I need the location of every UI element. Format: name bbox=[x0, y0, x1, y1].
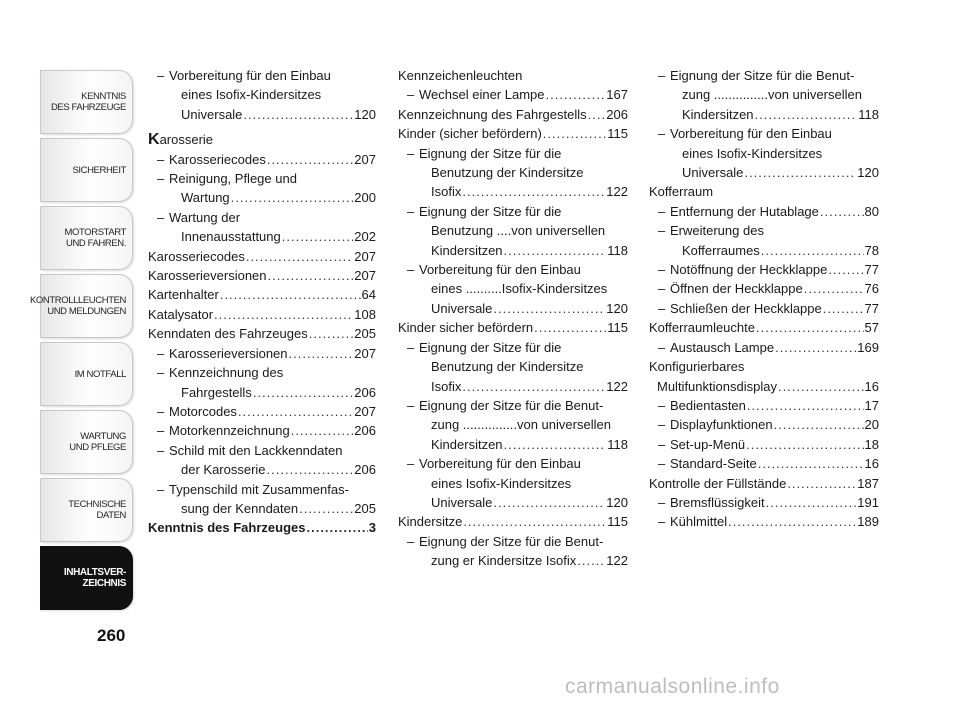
page-ref[interactable]: 77 bbox=[864, 262, 879, 278]
page-ref[interactable]: 206 bbox=[354, 462, 376, 478]
page-ref[interactable]: 122 bbox=[606, 553, 628, 569]
page-ref[interactable]: 202 bbox=[354, 229, 376, 245]
index-entry bbox=[148, 247, 376, 266]
page-ref[interactable]: 207 bbox=[354, 268, 376, 284]
index-column-1 bbox=[148, 66, 376, 538]
entry-text: Erweiterung des bbox=[670, 223, 764, 239]
entry-dash: – bbox=[407, 339, 415, 355]
entry-text: Kindersitzen bbox=[431, 242, 503, 258]
page-ref[interactable]: 115 bbox=[607, 514, 628, 530]
entry-text: Benutzung der Kindersitze bbox=[431, 359, 584, 375]
leader-dots bbox=[778, 377, 864, 396]
index-entry bbox=[649, 279, 879, 298]
leader-dots bbox=[758, 454, 864, 473]
page-ref[interactable]: 120 bbox=[606, 300, 628, 316]
index-entry bbox=[649, 493, 879, 512]
page-ref[interactable]: 17 bbox=[864, 397, 879, 413]
entry-text: Universale bbox=[682, 165, 744, 181]
index-entry bbox=[649, 435, 879, 454]
entry-text: Displayfunktionen bbox=[670, 417, 773, 433]
entry-text: Standard-Seite bbox=[670, 456, 757, 472]
entry-text: Katalysator bbox=[148, 306, 214, 322]
index-entry bbox=[148, 421, 376, 440]
index-entry bbox=[398, 144, 628, 202]
leader-dots bbox=[761, 241, 864, 260]
index-entry bbox=[649, 202, 879, 221]
index-entry bbox=[649, 260, 879, 279]
entry-dash: – bbox=[658, 300, 666, 316]
chapter-tab-6[interactable]: TECHNISCHE DATEN bbox=[40, 478, 133, 542]
entry-text: Eignung der Sitze für die Benut- bbox=[670, 68, 855, 83]
entry-dash: – bbox=[157, 68, 165, 83]
leader-dots bbox=[268, 266, 354, 285]
entry-text: der Karosserie bbox=[181, 462, 266, 478]
leader-dots bbox=[774, 415, 864, 434]
watermark: carmanualsonline.info bbox=[565, 675, 780, 698]
entry-text: Karosserieversionen bbox=[169, 345, 288, 361]
entry-dash: – bbox=[658, 339, 666, 355]
entry-dash: – bbox=[658, 203, 666, 219]
page-ref[interactable]: 122 bbox=[606, 184, 628, 200]
entry-text: Kenntnis des Fahrzeuges bbox=[148, 520, 306, 536]
entry-text: Innenausstattung bbox=[181, 229, 281, 245]
entry-text: Wechsel einer Lampe bbox=[419, 87, 545, 103]
index-entry bbox=[649, 124, 879, 182]
index-entry bbox=[398, 512, 628, 531]
leader-dots bbox=[543, 124, 606, 143]
leader-dots bbox=[220, 285, 361, 304]
index-entry bbox=[649, 221, 879, 260]
entry-text: eines Isofix-Kindersitzes bbox=[431, 475, 572, 491]
page-ref[interactable]: 77 bbox=[864, 300, 879, 316]
entry-dash: – bbox=[658, 397, 666, 413]
leader-dots bbox=[246, 247, 353, 266]
leader-dots bbox=[823, 299, 864, 318]
entry-text: Kennzeichenleuchten bbox=[398, 68, 523, 83]
leader-dots bbox=[804, 279, 864, 298]
entry-dash: – bbox=[407, 456, 415, 472]
index-column-2 bbox=[398, 66, 628, 571]
entry-text: Bremsflüssigkeit bbox=[670, 494, 765, 510]
entry-text: Wartung bbox=[181, 190, 230, 206]
page-ref[interactable]: 115 bbox=[607, 126, 628, 142]
entry-text: Bedientasten bbox=[670, 397, 746, 413]
entry-dash: – bbox=[157, 403, 165, 419]
chapter-tab-7[interactable]: INHALTSVER- ZEICHNIS bbox=[40, 546, 133, 610]
entry-text: Konfigurierbares bbox=[649, 359, 745, 375]
entry-text: Benutzung ....von universellen bbox=[431, 223, 606, 239]
entry-dash: – bbox=[658, 494, 666, 510]
leader-dots bbox=[493, 299, 605, 318]
leader-dots bbox=[282, 227, 354, 246]
entry-dash: – bbox=[157, 442, 165, 458]
page-ref[interactable]: 18 bbox=[864, 436, 879, 452]
page-ref[interactable]: 120 bbox=[606, 494, 628, 510]
section-title: arosserie bbox=[159, 132, 214, 148]
entry-text: Kindersitzen bbox=[431, 436, 503, 452]
page-ref[interactable]: 207 bbox=[354, 151, 376, 167]
entry-text: Eignung der Sitze für die bbox=[419, 339, 562, 355]
entry-text: Eignung der Sitze für die bbox=[419, 203, 562, 219]
entry-text: Kennzeichnung des bbox=[169, 365, 284, 381]
page-ref[interactable]: 187 bbox=[857, 475, 879, 491]
entry-text: Motorkennzeichnung bbox=[169, 423, 290, 439]
index-entry bbox=[148, 169, 376, 208]
index-entry bbox=[649, 182, 879, 201]
entry-text: Fahrgestells bbox=[181, 384, 252, 400]
entry-text: Typenschild mit Zusammenfas- bbox=[169, 481, 349, 497]
entry-text: Kenndaten des Fahrzeuges bbox=[148, 326, 308, 342]
entry-text: eines Isofix-Kindersitzes bbox=[682, 145, 823, 161]
index-entry bbox=[398, 338, 628, 396]
entry-dash: – bbox=[658, 456, 666, 472]
section-initial: K bbox=[148, 131, 160, 149]
entry-text: Set-up-Menü bbox=[670, 436, 746, 452]
index-entry bbox=[398, 105, 628, 124]
entry-text: Kofferraumes bbox=[682, 242, 760, 258]
entry-text: Vorbereitung für den Einbau bbox=[419, 262, 581, 278]
leader-dots bbox=[820, 202, 864, 221]
entry-text: Vorbereitung für den Einbau bbox=[670, 126, 832, 142]
entry-dash: – bbox=[407, 145, 415, 161]
entry-dash: – bbox=[157, 151, 165, 167]
leader-dots bbox=[588, 105, 606, 124]
leader-dots bbox=[534, 318, 606, 337]
leader-dots bbox=[756, 318, 864, 337]
entry-text: Austausch Lampe bbox=[670, 339, 775, 355]
entry-text: Kofferraum bbox=[649, 184, 714, 200]
entry-text: eines Isofix-Kindersitzes bbox=[181, 87, 322, 103]
index-entry bbox=[398, 202, 628, 260]
page-ref[interactable]: 200 bbox=[354, 190, 376, 206]
entry-dash: – bbox=[407, 203, 415, 219]
entry-text: Vorbereitung für den Einbau bbox=[169, 68, 331, 83]
page-ref[interactable]: 118 bbox=[858, 106, 879, 122]
leader-dots bbox=[493, 493, 605, 512]
index-entry bbox=[148, 66, 376, 124]
index-entry bbox=[148, 150, 376, 169]
page-ref[interactable]: 3 bbox=[368, 520, 376, 536]
chapter-tab-4[interactable]: IM NOTFALL bbox=[40, 342, 133, 406]
leader-dots bbox=[462, 377, 605, 396]
index-entry bbox=[649, 474, 879, 493]
entry-text: Kindersitze bbox=[398, 514, 463, 530]
leader-dots bbox=[299, 499, 353, 518]
page-ref[interactable]: 16 bbox=[864, 378, 879, 394]
entry-text: Universale bbox=[431, 494, 493, 510]
page-ref[interactable]: 122 bbox=[606, 378, 628, 394]
leader-dots bbox=[775, 338, 856, 357]
entry-text: Isofix bbox=[431, 184, 462, 200]
entry-text: Karosseriecodes bbox=[169, 151, 266, 167]
entry-text: zung ...............von universellen bbox=[682, 87, 862, 103]
page-ref[interactable]: 205 bbox=[354, 500, 376, 516]
leader-dots bbox=[309, 324, 354, 343]
entry-text: Motorcodes bbox=[169, 403, 237, 419]
leader-dots bbox=[463, 512, 606, 531]
page-ref[interactable]: 191 bbox=[857, 494, 879, 510]
index-entry bbox=[649, 299, 879, 318]
page-ref[interactable]: 57 bbox=[864, 320, 879, 336]
index-entry bbox=[148, 324, 376, 343]
index-entry bbox=[398, 532, 628, 571]
index-entry bbox=[148, 266, 376, 285]
chapter-tab-2[interactable]: MOTORSTART UND FAHREN. bbox=[40, 206, 133, 270]
index-entry bbox=[649, 396, 879, 415]
index-entry bbox=[148, 208, 376, 247]
leader-dots bbox=[546, 85, 606, 104]
index-entry bbox=[649, 454, 879, 473]
entry-dash: – bbox=[658, 126, 666, 142]
entry-dash: – bbox=[658, 417, 666, 433]
entry-text: Eignung der Sitze für die Benut- bbox=[419, 397, 604, 413]
leader-dots bbox=[828, 260, 863, 279]
entry-dash: – bbox=[658, 223, 666, 239]
entry-dash: – bbox=[157, 171, 165, 187]
leader-dots bbox=[306, 518, 367, 537]
leader-dots bbox=[504, 241, 607, 260]
index-entry bbox=[148, 285, 376, 304]
page-number: 260 bbox=[97, 626, 126, 645]
leader-dots bbox=[747, 396, 864, 415]
page-ref[interactable]: 206 bbox=[354, 423, 376, 439]
leader-dots bbox=[231, 188, 354, 207]
entry-text: Kinder (sicher befördern) bbox=[398, 126, 542, 142]
leader-dots bbox=[253, 383, 353, 402]
index-entry bbox=[398, 396, 628, 454]
entry-text: Isofix bbox=[431, 378, 462, 394]
leader-dots bbox=[267, 460, 354, 479]
entry-dash: – bbox=[157, 345, 165, 361]
page-ref[interactable]: 207 bbox=[354, 248, 376, 264]
page-ref[interactable]: 167 bbox=[606, 87, 628, 103]
page-ref[interactable]: 207 bbox=[354, 403, 376, 419]
page-ref[interactable]: 206 bbox=[354, 384, 376, 400]
page-ref[interactable]: 108 bbox=[354, 306, 376, 322]
entry-dash: – bbox=[658, 262, 666, 278]
entry-text: Eignung der Sitze für die bbox=[419, 145, 562, 161]
page-ref[interactable]: 120 bbox=[354, 106, 376, 122]
entry-text: Kühlmittel bbox=[670, 514, 728, 530]
entry-dash: – bbox=[407, 533, 415, 549]
entry-text: Kartenhalter bbox=[148, 287, 219, 303]
index-entry bbox=[148, 305, 376, 324]
leader-dots bbox=[291, 421, 354, 440]
entry-dash: – bbox=[658, 436, 666, 452]
entry-text: Universale bbox=[431, 300, 493, 316]
page-ref[interactable]: 206 bbox=[606, 106, 628, 122]
leader-dots bbox=[787, 474, 856, 493]
chapter-tab-1[interactable]: SICHERHEIT bbox=[40, 138, 133, 202]
entry-text: Entfernung der Hutablage bbox=[670, 203, 819, 219]
leader-dots bbox=[267, 150, 353, 169]
entry-dash: – bbox=[658, 281, 666, 297]
index-entry bbox=[148, 441, 376, 480]
index-entry bbox=[148, 130, 376, 149]
index-entry bbox=[649, 338, 879, 357]
page-ref[interactable]: 118 bbox=[607, 242, 628, 258]
leader-dots bbox=[504, 435, 607, 454]
page-ref[interactable]: 120 bbox=[857, 165, 879, 181]
index-entry bbox=[398, 454, 628, 512]
entry-dash: – bbox=[407, 87, 415, 103]
entry-text: Karosserieversionen bbox=[148, 268, 267, 284]
chapter-tab-5[interactable]: WARTUNG UND PFLEGE bbox=[40, 410, 133, 474]
entry-text: Reinigung, Pflege und bbox=[169, 171, 297, 187]
page-ref[interactable]: 169 bbox=[857, 339, 879, 355]
entry-text: Multifunktionsdisplay bbox=[657, 378, 777, 394]
leader-dots bbox=[728, 512, 856, 531]
entry-dash: – bbox=[157, 365, 165, 381]
leader-dots bbox=[462, 182, 605, 201]
entry-text: Kinder sicher befördern bbox=[398, 320, 534, 336]
page-ref[interactable]: 115 bbox=[607, 320, 628, 336]
leader-dots bbox=[577, 551, 605, 570]
entry-text: Notöffnung der Heckklappe bbox=[670, 262, 828, 278]
index-entry bbox=[649, 512, 879, 531]
leader-dots bbox=[214, 305, 353, 324]
entry-text: eines ..........Isofix-Kindersitzes bbox=[431, 281, 608, 297]
page-ref[interactable]: 16 bbox=[864, 456, 879, 472]
entry-text: Vorbereitung für den Einbau bbox=[419, 456, 581, 472]
entry-text: Kindersitzen bbox=[682, 106, 754, 122]
entry-text: sung der Kenndaten bbox=[181, 500, 299, 516]
page-ref[interactable]: 76 bbox=[864, 281, 879, 297]
entry-text: Karosseriecodes bbox=[148, 248, 245, 264]
page-ref[interactable]: 20 bbox=[864, 417, 879, 433]
chapter-tab-0[interactable]: KENNTNIS DES FAHRZEUGE bbox=[40, 70, 133, 134]
entry-text: Kontrolle der Füllstände bbox=[649, 475, 787, 491]
entry-text: Kennzeichnung des Fahrgestells bbox=[398, 106, 587, 122]
index-column-3 bbox=[649, 66, 879, 532]
entry-dash: – bbox=[407, 262, 415, 278]
entry-text: Kofferraumleuchte bbox=[649, 320, 755, 336]
index-entry bbox=[398, 318, 628, 337]
entry-dash: – bbox=[658, 514, 666, 530]
index-entry bbox=[398, 66, 628, 85]
entry-text: Schließen der Heckklappe bbox=[670, 300, 822, 316]
index-entry bbox=[148, 518, 376, 537]
entry-text: Eignung der Sitze für die Benut- bbox=[419, 533, 604, 549]
leader-dots bbox=[746, 435, 863, 454]
entry-text: zung ...............von universellen bbox=[431, 417, 611, 433]
index-entry bbox=[649, 318, 879, 337]
page-ref[interactable]: 205 bbox=[354, 326, 376, 342]
index-entry bbox=[148, 402, 376, 421]
index-entry bbox=[148, 344, 376, 363]
entry-dash: – bbox=[157, 481, 165, 497]
page-ref[interactable]: 78 bbox=[864, 242, 879, 258]
entry-text: Universale bbox=[181, 106, 243, 122]
page-ref[interactable]: 64 bbox=[361, 287, 376, 303]
index-entry bbox=[148, 363, 376, 402]
index-entry bbox=[398, 260, 628, 318]
entry-dash: – bbox=[658, 68, 666, 83]
entry-text: Benutzung der Kindersitze bbox=[431, 165, 584, 181]
leader-dots bbox=[238, 402, 353, 421]
leader-dots bbox=[766, 493, 857, 512]
entry-text: Wartung der bbox=[169, 209, 241, 225]
index-entry bbox=[398, 85, 628, 104]
index-entry bbox=[649, 357, 879, 396]
index-entry bbox=[649, 66, 879, 124]
entry-text: zung er Kindersitze Isofix bbox=[431, 553, 577, 569]
entry-dash: – bbox=[407, 397, 415, 413]
leader-dots bbox=[744, 163, 856, 182]
page-ref[interactable]: 189 bbox=[857, 514, 879, 530]
page-ref[interactable]: 118 bbox=[607, 436, 628, 452]
entry-dash: – bbox=[157, 423, 165, 439]
index-entry bbox=[649, 415, 879, 434]
index-entry bbox=[398, 124, 628, 143]
chapter-tab-3[interactable]: KONTROLLLEUCHTEN UND MELDUNGEN bbox=[40, 274, 133, 338]
leader-dots bbox=[289, 344, 354, 363]
entry-dash: – bbox=[157, 209, 165, 225]
leader-dots bbox=[243, 105, 353, 124]
page-ref[interactable]: 80 bbox=[864, 203, 879, 219]
leader-dots bbox=[755, 105, 858, 124]
entry-text: Öffnen der Heckklappe bbox=[670, 281, 803, 297]
entry-text: Schild mit den Lackkenndaten bbox=[169, 442, 343, 458]
page-ref[interactable]: 207 bbox=[354, 345, 376, 361]
index-entry bbox=[148, 480, 376, 519]
